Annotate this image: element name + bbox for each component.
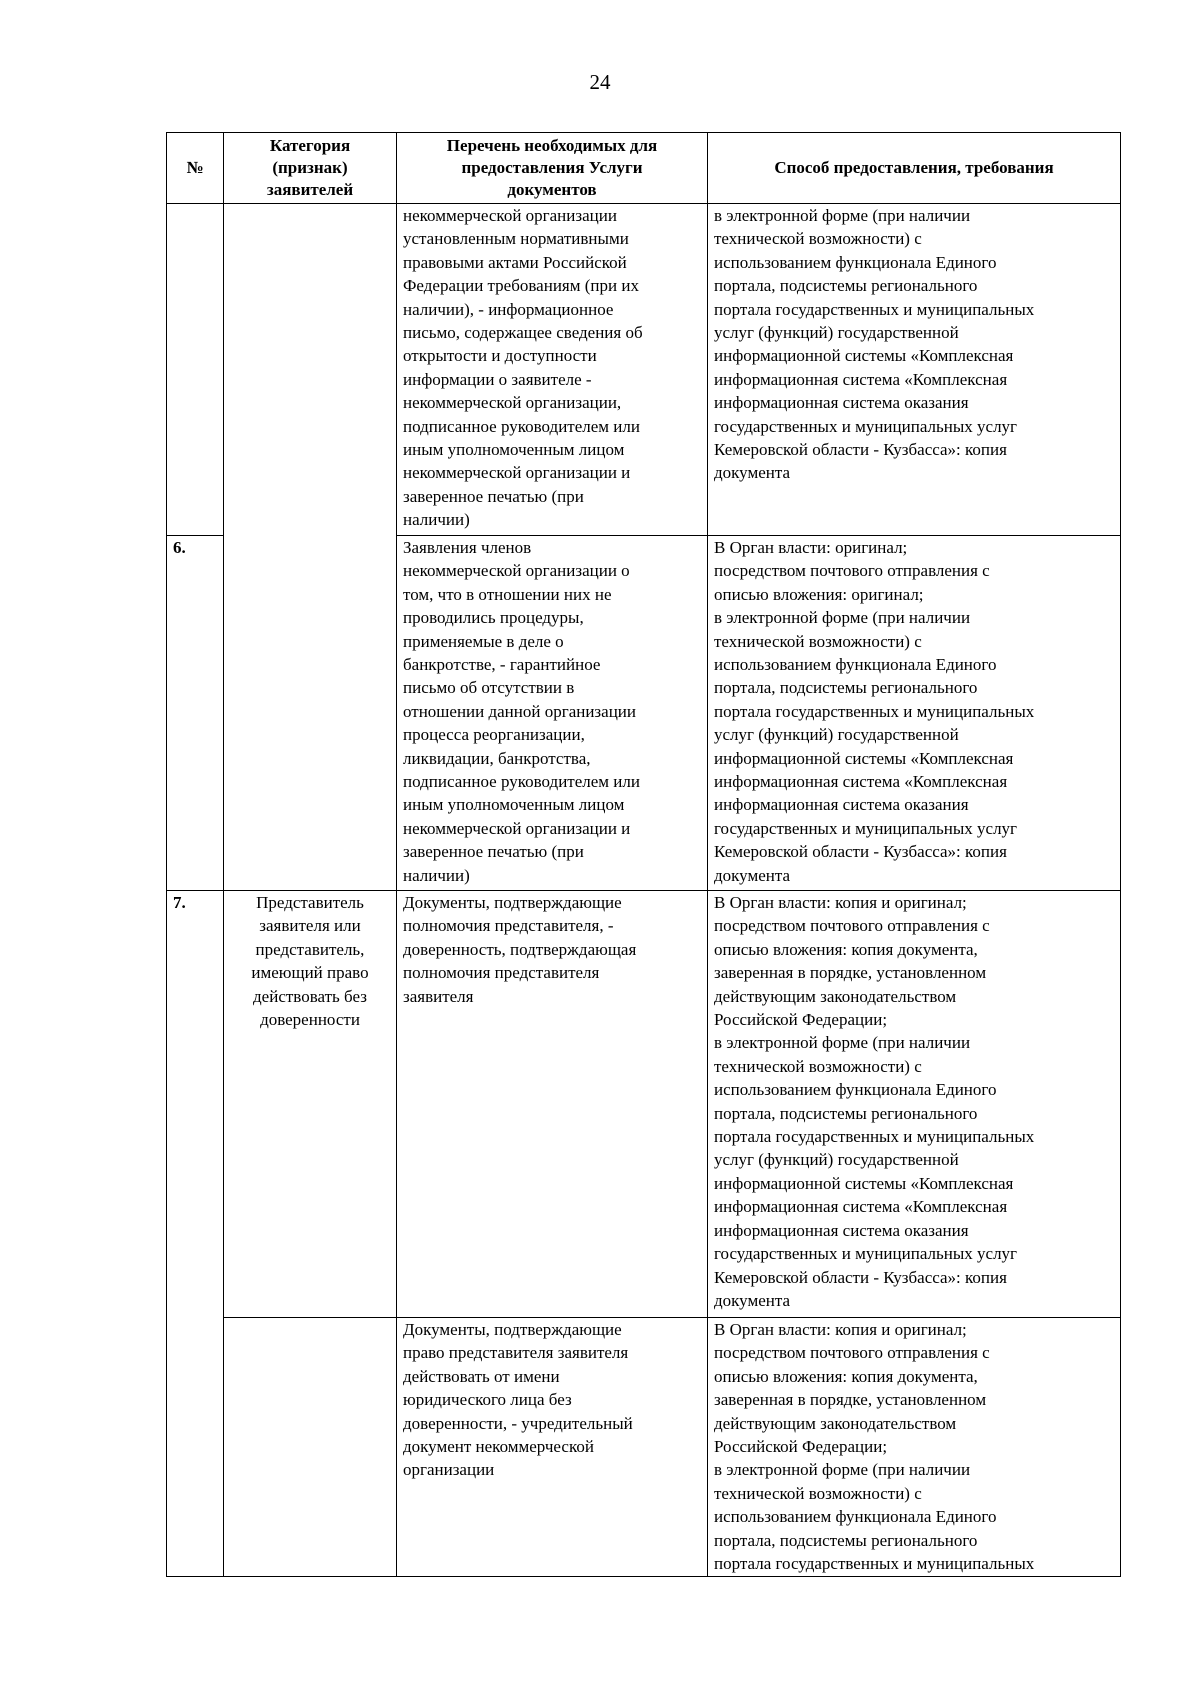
row-method: В Орган власти: копия и оригинал; посредством почтового отправления с описью вложения: копия документа, заверенная в порядке, установленном действующим законодательством Российской Федерации; в электронной форме (при наличии технической возможности) с использованием функционала Единого портала, подсистемы регионального портала государственных и муниципальных услуг (функций) государственной информационной системы «Комплексная информационная система «Комплексная информационная система оказания государственных и муниципальных услуг Кемеровской области - Кузбасса»: копия документа [708, 891, 1121, 1318]
row-method: в электронной форме (при наличии технической возможности) с использованием функционала Единого портала, подсистемы регионального портала государственных и муниципальных услуг (функций) государственной информационной системы «Комплексная информационная система «Комплексная информационная система оказания государственных и муниципальных услуг Кемеровской области - Кузбасса»: копия документа [708, 204, 1121, 536]
header-num: № [167, 133, 224, 204]
page-number: 24 [589, 70, 611, 94]
table-row [167, 204, 1121, 536]
requirements-table [166, 132, 1121, 1577]
row-documents: Заявления членов некоммерческой организации о том, что в отношении них не проводились процедуры, применяемые в деле о банкротстве, - гарантийное письмо об отсутствии в отношении данной организации процесса реорганизации, ликвидации, банкротства, подписанное руководителем или иным уполномоченным лицом некоммерческой организации и заверенное печатью (при наличии) [397, 536, 708, 891]
row-documents: Документы, подтверждающие полномочия представителя, - доверенность, подтверждающая полномочия представителя заявителя [397, 891, 708, 1318]
row-category [224, 1318, 397, 1577]
row-method: В Орган власти: копия и оригинал; посредством почтового отправления с описью вложения: копия документа, заверенная в порядке, установленном действующим законодательством Российской Федерации; в электронной форме (при наличии технической возможности) с использованием функционала Единого портала, подсистемы регионального портала государственных и муниципальных [708, 1318, 1121, 1577]
row-documents: некоммерческой организации установленным нормативными правовыми актами Российской Федерации требованиям (при их наличии), - информационное письмо, содержащее сведения об открытости и доступности информации о заявителе - некоммерческой организации, подписанное руководителем или иным уполномоченным лицом некоммерческой организации и заверенное печатью (при наличии) [397, 204, 708, 536]
table-header-row [167, 133, 1121, 204]
row-documents: Документы, подтверждающие право представителя заявителя действовать от имени юридического лица без доверенности, - учредительный документ некоммерческой организации [397, 1318, 708, 1577]
row-method: В Орган власти: оригинал; посредством почтового отправления с описью вложения: оригинал; в электронной форме (при наличии технической возможности) с использованием функционала Единого портала, подсистемы регионального портала государственных и муниципальных услуг (функций) государственной информационной системы «Комплексная информационная система «Комплексная информационная система оказания государственных и муниципальных услуг Кемеровской области - Кузбасса»: копия документа [708, 536, 1121, 891]
header-category: Категория (признак) заявителей [224, 133, 397, 204]
header-documents: Перечень необходимых для предоставления Услуги документов [397, 133, 708, 204]
table-row [167, 891, 1121, 1318]
row-category: Представитель заявителя или представитель, имеющий право действовать без доверенности [224, 891, 397, 1318]
row-number [167, 204, 224, 536]
row-number: 6. [167, 536, 224, 891]
header-method: Способ предоставления, требования [708, 133, 1121, 204]
table-row [167, 1318, 1121, 1577]
row-number: 7. [167, 891, 224, 1577]
row-category [224, 204, 397, 891]
